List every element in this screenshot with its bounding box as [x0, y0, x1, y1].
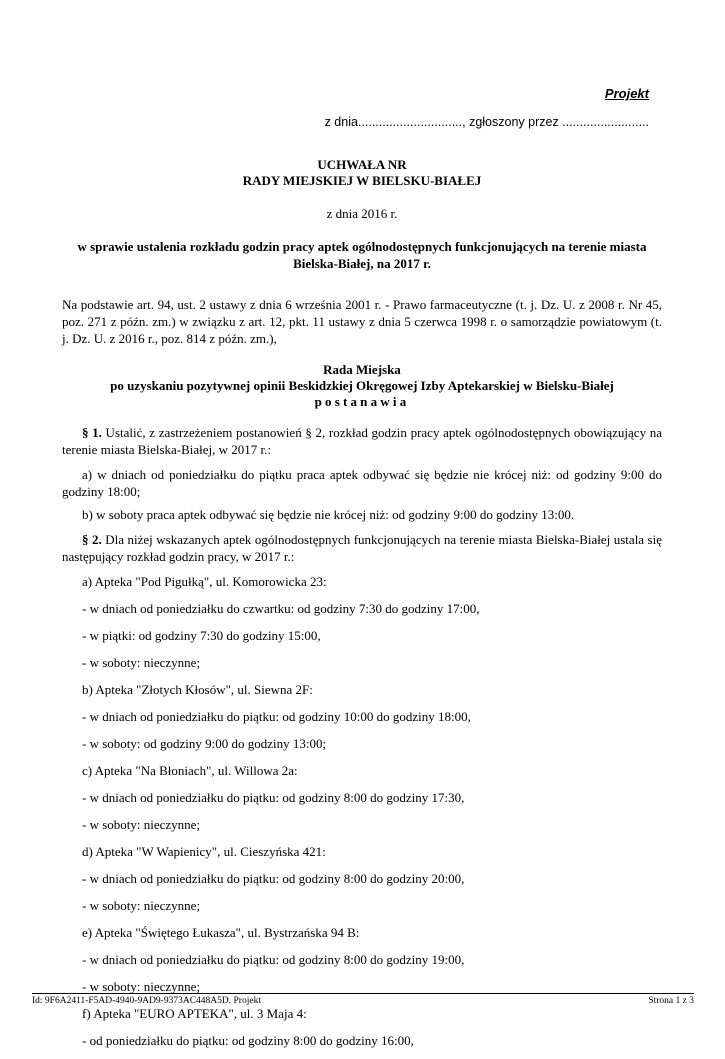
- paragraph-1-text: Ustalić, z zastrzeżeniem postanowień § 2, rozkład godzin pracy aptek ogólnodostępnych obowiązujący na terenie miasta Bielska-Białej, w 2017 r.:: [62, 425, 662, 457]
- list-item: - w dniach od poniedziałku do piątku: od godziny 8:00 do godziny 20:00,: [82, 871, 465, 886]
- footer-divider: [32, 993, 694, 994]
- resolution-title-line2: RADY MIEJSKIEJ W BIELSKU-BIAŁEJ: [242, 173, 482, 188]
- council-opinion: po uzyskaniu pozytywnej opinii Beskidzkiej Okręgowej Izby Aptekarskiej w Bielsku-Białej: [110, 378, 614, 393]
- list-item: - w soboty: od godziny 9:00 do godziny 13:00;: [82, 736, 327, 751]
- resolution-subject-line1: w sprawie ustalenia rozkładu godzin pracy aptek ogólnodostępnych funkcjonujących na terenie miasta: [77, 239, 647, 254]
- paragraph-1-label: § 1.: [82, 425, 102, 440]
- list-item: f) Apteka "EURO APTEKA", ul. 3 Maja 4:: [82, 1006, 307, 1021]
- page-number: Strona 1 z 3: [648, 996, 694, 1006]
- list-item: d) Apteka "W Wapienicy", ul. Cieszyńska 421:: [82, 844, 326, 859]
- paragraph-1-point-b: b) w soboty praca aptek odbywać się będzie nie krócej niż: od godziny 9:00 do godziny 13:00.: [82, 507, 575, 522]
- paragraph-1: [62, 424, 662, 458]
- council-decides: postanawia: [314, 394, 410, 409]
- resolution-subject: [62, 239, 662, 272]
- paragraph-2-text: Dla niżej wskazanych aptek ogólnodostępnych funkcjonujących na terenie miasta Bielska-Białej ustala się następujący rozkład godzin pracy, w 2017 r.:: [62, 532, 663, 564]
- list-item: - od poniedziałku do piątku: od godziny 8:00 do godziny 16:00,: [82, 1033, 414, 1048]
- list-item: - w soboty: nieczynne;: [82, 979, 201, 994]
- resolution-title-line1: UCHWAŁA NR: [317, 157, 407, 172]
- document-id: Id: 9F6A2411-F5AD-4940-9AD9-9373AC448A5D. Projekt: [32, 996, 261, 1006]
- list-item: b) Apteka "Złotych Kłosów", ul. Siewna 2F:: [82, 682, 313, 697]
- list-item: a) Apteka "Pod Pigułką", ul. Komorowicka 23:: [82, 574, 327, 589]
- list-item: - w piątki: od godziny 7:30 do godziny 15:00,: [82, 628, 321, 643]
- paragraph-2-label: § 2.: [82, 532, 102, 547]
- resolution-date: z dnia 2016 r.: [326, 206, 398, 221]
- list-item: - w dniach od poniedziałku do piątku: od godziny 8:00 do godziny 19:00,: [82, 952, 465, 967]
- list-item: - w soboty: nieczynne;: [82, 655, 201, 670]
- list-item: e) Apteka "Świętego Łukasza", ul. Bystrzańska 94 B:: [82, 925, 360, 940]
- resolution-body: [62, 424, 662, 1059]
- projekt-label: Projekt: [604, 86, 649, 101]
- list-item: - w dniach od poniedziałku do piątku: od godziny 10:00 do godziny 18:00,: [82, 709, 471, 724]
- list-item: - w dniach od poniedziałku do czwartku: od godziny 7:30 do godziny 17:00,: [82, 601, 480, 616]
- list-item: - w soboty: nieczynne;: [82, 817, 201, 832]
- date-submitted-line: z dnia.............................., zgłoszony przez .........................: [324, 115, 649, 129]
- resolution-subject-line2: Bielska-Białej, na 2017 r.: [293, 255, 431, 271]
- council-decision-header: [62, 362, 662, 410]
- paragraph-1-point-a: a) w dniach od poniedziałku do piątku praca aptek odbywać się będzie nie krócej niż: od godziny 9:00 do godziny 18:00;: [62, 467, 662, 499]
- list-item: c) Apteka "Na Błoniach", ul. Willowa 2a:: [82, 763, 298, 778]
- legal-basis: Na podstawie art. 94, ust. 2 ustawy z dnia 6 września 2001 r. - Prawo farmaceutyczne (t. j. Dz. U. z 2008 r. Nr 45, poz. 271 z późn. zm.) w związku z art. 12, pkt. 11 ustawy z dnia 5 czerwca 1998 r. o samorządzie powiatowym (t. j. Dz. U. z 2016 r., poz. 814 z późn. zm.),: [62, 297, 662, 346]
- council-name: Rada Miejska: [323, 362, 401, 377]
- paragraph-2: [62, 531, 662, 565]
- list-item: - w soboty: nieczynne;: [82, 898, 201, 913]
- resolution-title: [62, 157, 662, 189]
- list-item: - w dniach od poniedziałku do piątku: od godziny 8:00 do godziny 17:30,: [82, 790, 465, 805]
